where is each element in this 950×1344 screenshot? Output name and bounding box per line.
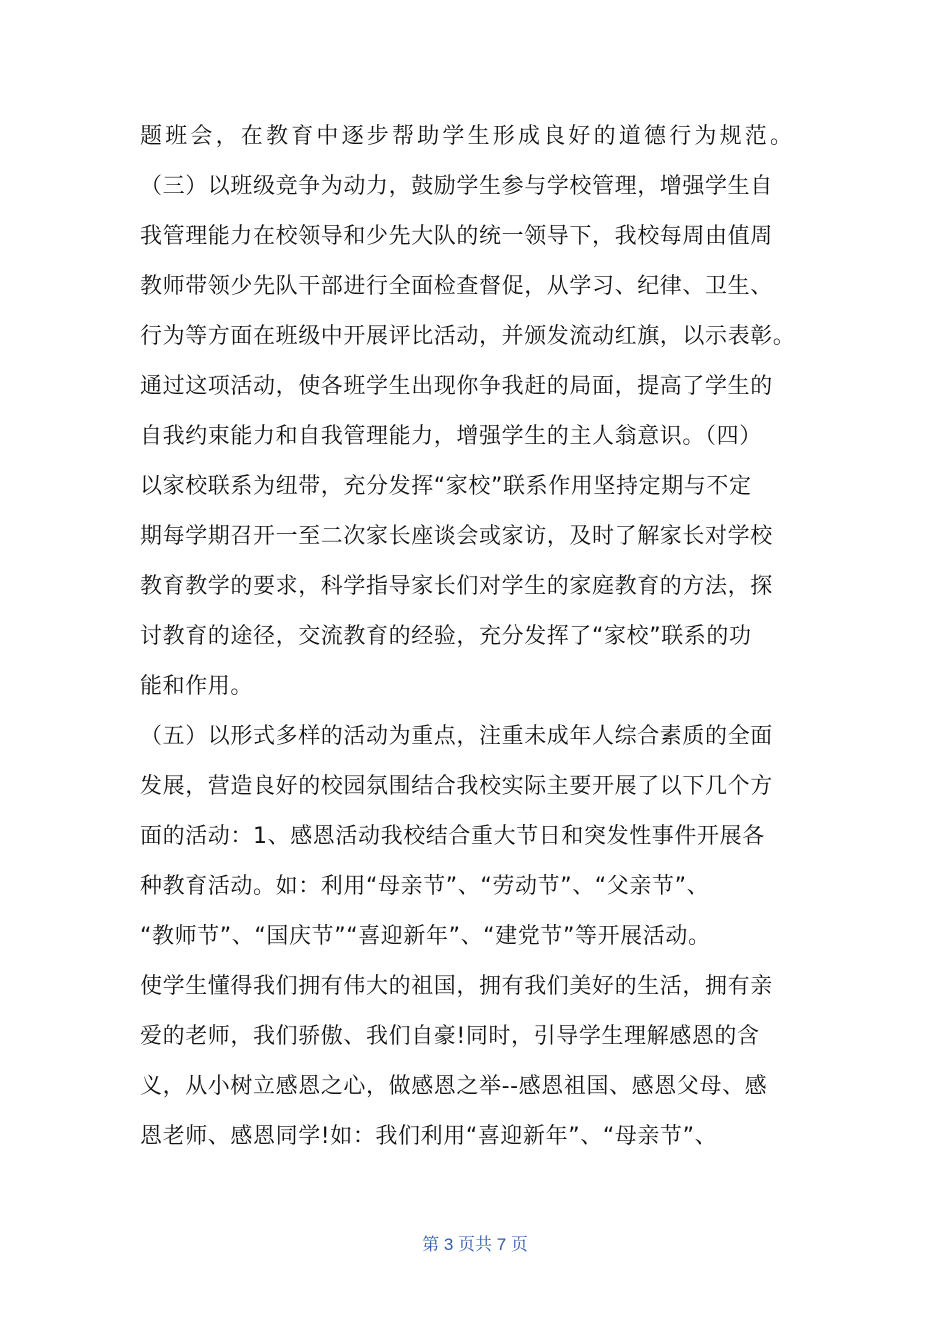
text-line-11: 讨教育的途径，交流教育的经验，充分发挥了“家校”联系的功 — [140, 624, 752, 649]
text-line-18: 使学生懂得我们拥有伟大的祖国，拥有我们美好的生活，拥有亲 — [140, 974, 773, 999]
text-line-5: 行为等方面在班级中开展评比活动，并颁发流动红旗，以示表彰。 — [140, 324, 796, 349]
text-line-21: 恩老师、感恩同学!如：我们利用“喜迎新年”、“母亲节”、 — [140, 1124, 718, 1149]
text-line-17: “教师节”、“国庆节”“喜迎新年”、“建党节”等开展活动。 — [140, 924, 711, 949]
text-line-4: 教师带领少先队干部进行全面检查督促，从学习、纪律、卫生、 — [140, 274, 773, 299]
text-line-2: （三）以班级竞争为动力，鼓励学生参与学校管理，增强学生自 — [140, 174, 773, 199]
text-line-3: 我管理能力在校领导和少先大队的统一领导下，我校每周由值周 — [140, 224, 773, 249]
text-line-20: 义，从小树立感恩之心，做感恩之举--感恩祖国、感恩父母、感 — [140, 1074, 768, 1099]
text-line-15: 面的活动：1、感恩活动我校结合重大节日和突发性事件开展各 — [140, 824, 765, 849]
text-line-10: 教育教学的要求，科学指导家长们对学生的家庭教育的方法，探 — [140, 574, 773, 599]
text-line-13: （五）以形式多样的活动为重点，注重未成年人综合素质的全面 — [140, 724, 773, 749]
text-line-8: 以家校联系为纽带，充分发挥“家校”联系作用坚持定期与不定 — [140, 474, 752, 499]
text-line-19: 爱的老师，我们骄傲、我们自豪!同时，引导学生理解感恩的含 — [140, 1024, 760, 1049]
text-line-7: 自我约束能力和自我管理能力，增强学生的主人翁意识。（四） — [140, 424, 762, 449]
text-line-6: 通过这项活动，使各班学生出现你争我赶的局面，提高了学生的 — [140, 374, 773, 399]
text-line-16: 种教育活动。如：利用“母亲节”、“劳动节”、“父亲节”、 — [140, 874, 710, 899]
body-text — [140, 112, 830, 1162]
page-number: 第 3 页共 7 页 — [422, 1235, 528, 1254]
text-line-12: 能和作用。 — [140, 674, 254, 699]
text-line-14: 发展，营造良好的校园氛围结合我校实际主要开展了以下几个方 — [140, 774, 773, 799]
text-line-9: 期每学期召开一至二次家长座谈会或家访，及时了解家长对学校 — [140, 524, 773, 549]
text-line-1: 题班会，在教育中逐步帮助学生形成良好的道德行为规范。 — [140, 124, 796, 149]
